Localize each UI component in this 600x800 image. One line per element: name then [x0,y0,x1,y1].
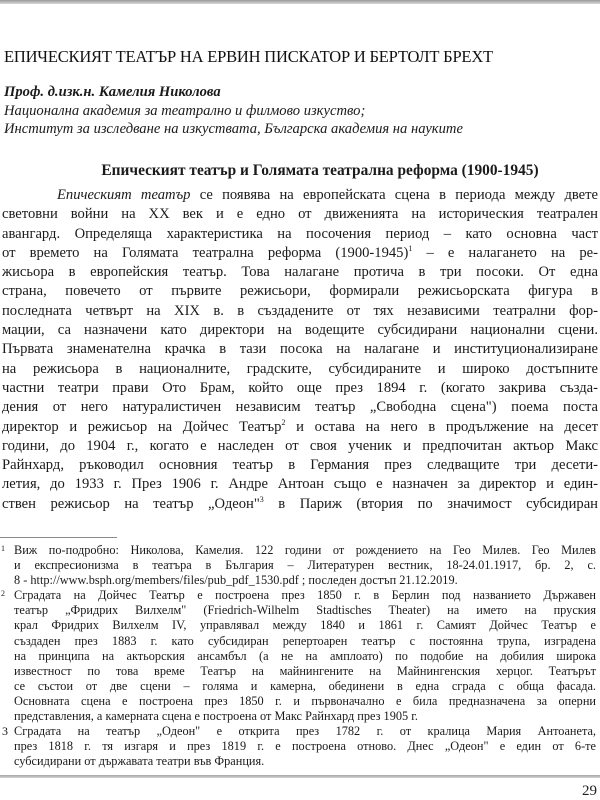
footnote-line: се състои от две сцени – голяма и камерна, обединени в една сграда с обща фасада. [14,678,596,693]
body-line: дения от него натуралистичен независим театър „Свободна сцена") поема поста [2,399,598,416]
top-edge-rule [0,0,600,4]
footnote-1 [0,543,596,588]
footnote-line: театър „Фридрих Вилхелм" (Friedrich-Wilhelm Stadtisches Theater) на името на пруския [14,603,596,618]
author-name: Проф. д.изк.н. Камелия Николова [4,84,221,100]
body-line: мации, са назначени като директори на водещите субсидирани национални сцени. [2,322,598,339]
body-line: последната четвърт на XIX в. в създадените от тях независими театрални фор- [2,302,598,319]
footnote-number: 3 [2,724,8,739]
body-text [2,186,598,514]
page-title: ЕПИЧЕСКИЯТ ТЕАТЪР НА ЕРВИН ПИСКАТОР И БЕРТОЛТ БРЕХТ [4,47,493,66]
body-line: жисьора в европейския театър. Това налагане протича в три посоки. От една [2,264,598,281]
footnote-line: на принципа на актьорския ансамбъл (а не на амплоато) по подобие на добилия широка [14,648,596,663]
body-line: от времето на Голямата театрална реформа (1900-1945)$^1$ – е налагането на ре- [2,244,598,261]
footnotes [0,543,596,769]
footnote-line: крал Фридрих Вилхелм IV, управлявал между 1840 и 1861 г. Самият Дойчес Театър е [14,618,596,633]
footnote-line: и експресионизма в театъра в България – Литературен вестник, 18-24.01.1917, бр. 2, с. [14,558,596,573]
body-line: Райнхард, ръководил основния театър в Германия през следващите три десети- [2,457,598,474]
footnote-number: 2 [1,589,5,599]
footnote-line: известност по това време Театър на майнингените на Майнингенския херцог. Театърът [14,663,596,678]
section-heading: Епическият театър и Голямата театрална реформа (1900-1945) [101,162,539,179]
footnote-link-line[interactable]: 8 - http://www.bsph.org/members/files/pub_pdf_1530.pdf ; последен достъп 21.12.2019. [14,573,458,588]
footnote-ref[interactable]: 1 [408,244,413,254]
body-line: Първата знаменателна крачка в тази посока на налагане и институционализиране [2,341,598,358]
footnote-line: Виж по-подробно: Николова, Камелия. 122 години от рождението на Гео Милев. Гео Милев [14,543,596,557]
footnote-line: Сградата на театър „Одеон" е открита през 1782 г. от кралица Мария Антоанета, [14,724,596,739]
footnote-3 [0,724,596,769]
footnote-line: създаден през 1883 г. като субсидиран репертоарен театър с постоянна трупа, изградена [14,633,596,648]
author-affiliation: Институт за изследване на изкуствата, Българска академия на науките [4,121,463,137]
footnote-number: 1 [1,544,5,553]
footnote-line: субсидирани от държавата театри във Франция. [14,754,265,769]
author-block [4,83,600,139]
footnote-line: през 1818 г. тя изгаря и през 1819 г. е построена отново. Днес „Одеон" е един от 6-те [14,739,596,754]
body-line: авангард. Определяща характеристика на посочения период – като основна част [2,225,598,242]
footnote-2 [0,588,596,724]
body-line: Епическият театър се появява на европейската сцена в периода между двете [57,187,598,203]
footnote-ref[interactable]: 2 [281,417,286,427]
footer-rule [0,775,600,778]
footnote-separator [0,537,117,538]
body-line: директор и режисьор на Дойчес Театър$^2$ и остава на него в продължение на десет [2,417,598,435]
author-affiliation: Национална академия за театрално и филмово изкуство; [4,102,366,119]
body-line: страна, повечето от първите режисьори, формирали режисьорската фигура в [2,283,598,300]
body-line: на режисьора в националните, градските, субсидираните и широко достъпните [2,360,598,377]
footnote-ref[interactable]: 3 [259,494,264,504]
body-line: частни театри прави Ото Брам, който още през 1894 г. (когато закрива създа- [2,379,598,396]
footnote-line: представления, а камерната сцена е построена от Макс Райнхард през 1905 г. [14,709,418,724]
body-line: години, до 1904 г., когато е наследен от своя ученик и предпочитан актьор Макс [2,437,598,454]
body-line: ствен режисьор на театър „Одеон"$^3$ в Париж (втория по значимост субсидиран [2,494,598,512]
footnote-line: Сградата на Дойчес Театър е построена през 1850 г. в Берлин под названието Държавен [14,588,596,603]
page-number: 29 [582,783,597,799]
footnote-line: Основната сцена е построена през 1850 г. и първоначално е била предназначена за оперни [14,693,596,708]
body-line: световни войни на XX век и е едно от движенията на историческия театрален [2,206,598,223]
body-line: летия, до 1933 г. През 1906 г. Андре Антоан също е назначен за директор и един- [2,476,598,493]
emphasis-term: Епическият театър [57,187,191,203]
